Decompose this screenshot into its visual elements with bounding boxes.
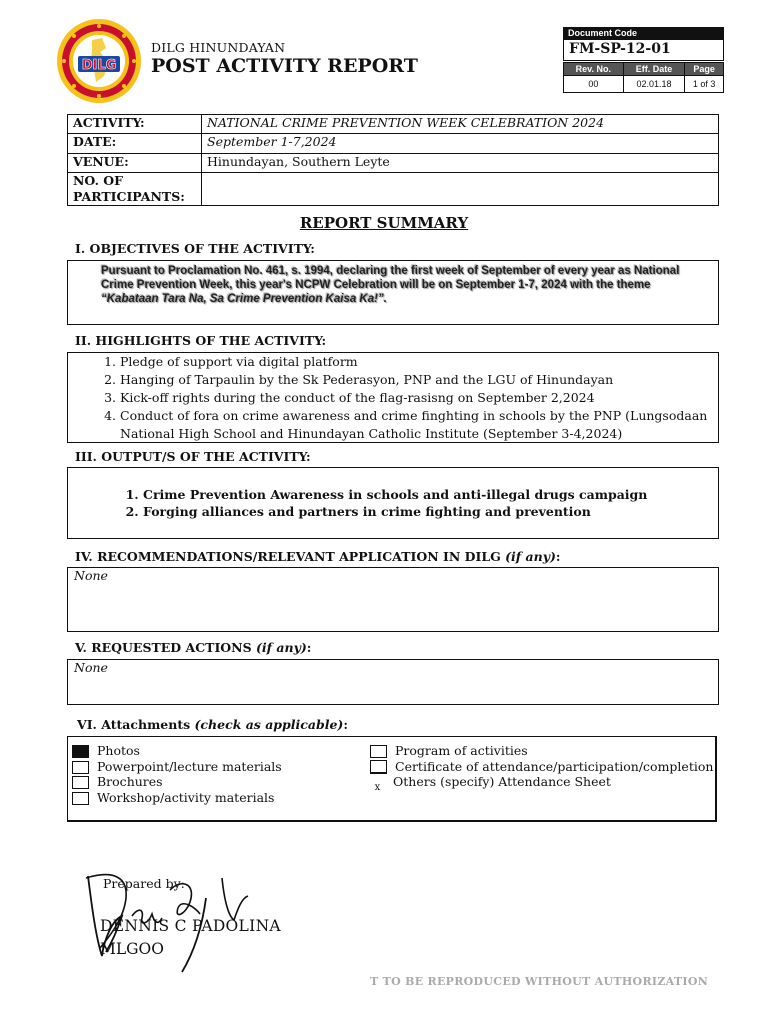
venue-value: Hinundayan, Southern Leyte: [202, 154, 719, 173]
date-value: September 1-7,2024: [202, 134, 719, 154]
checkbox-icon[interactable]: [370, 745, 387, 758]
document-code-label: Document Code: [563, 27, 724, 40]
report-title: POST ACTIVITY REPORT: [151, 55, 418, 77]
checkbox-x-mark[interactable]: x: [374, 782, 381, 793]
attachment-label: Powerpoint/lecture materials: [97, 759, 282, 774]
attachment-workshop[interactable]: [72, 790, 274, 806]
attachment-label: Others (specify) Attendance Sheet: [393, 774, 611, 789]
attachments-heading-end: :: [343, 717, 348, 732]
recommendations-box: [67, 567, 719, 632]
highlights-list: [68, 353, 718, 443]
rev-no-header: Rev. No.: [564, 63, 624, 76]
attachment-brochures[interactable]: [72, 774, 163, 790]
checkbox-icon[interactable]: [370, 760, 387, 774]
checkbox-checked-icon[interactable]: [72, 745, 89, 758]
attachments-heading-text: VI. Attachments: [77, 717, 195, 732]
revision-table: [563, 62, 724, 93]
prepared-by-label: Prepared by:: [103, 876, 185, 891]
requested-heading-italic: (if any): [256, 640, 307, 655]
attachment-label: Photos: [97, 743, 140, 758]
org-name: DILG HINUNDAYAN: [151, 40, 286, 55]
attachment-label: Program of activities: [395, 743, 528, 758]
page-header: Page: [685, 63, 724, 76]
signatory-position: MLGOO: [100, 940, 164, 958]
requested-actions-box: [67, 659, 719, 705]
recommendations-heading-end: :: [555, 549, 561, 564]
dilg-logo: [56, 18, 142, 104]
attachment-label: Certificate of attendance/participation/completion: [395, 759, 714, 774]
attachment-program[interactable]: [370, 743, 528, 759]
attachments-heading-italic: (check as applicable): [194, 717, 344, 732]
report-summary-heading: REPORT SUMMARY: [299, 214, 469, 232]
requested-heading-text: V. REQUESTED ACTIONS: [75, 640, 256, 655]
highlights-box: [67, 352, 719, 443]
attachment-photos[interactable]: [72, 743, 140, 759]
document-code: FM-SP-12-01: [563, 40, 724, 61]
date-label: DATE:: [68, 134, 202, 154]
requested-actions-value: None: [74, 660, 108, 675]
signatory-name: DENNIS C PADOLINA: [100, 917, 281, 935]
highlight-item: 2. Hanging of Tarpaulin by the Sk Pederasyon, PNP and the LGU of Hinundayan: [120, 371, 718, 389]
activity-value: NATIONAL CRIME PREVENTION WEEK CELEBRATION 2024: [202, 115, 719, 134]
attachments-box: [67, 736, 717, 822]
attachment-powerpoint[interactable]: [72, 759, 282, 775]
highlight-item: 1. Pledge of support via digital platform: [120, 353, 718, 371]
attachment-certificate[interactable]: [370, 759, 713, 775]
recommendations-heading-text: IV. RECOMMENDATIONS/RELEVANT APPLICATION IN DILG: [75, 549, 506, 564]
venue-label: VENUE:: [68, 154, 202, 173]
checkbox-icon[interactable]: [72, 761, 89, 774]
outputs-heading: III. OUTPUT/S OF THE ACTIVITY:: [75, 449, 311, 464]
recommendations-value: None: [74, 568, 108, 583]
activity-info-table: [67, 114, 719, 206]
recommendations-heading-italic: (if any): [505, 549, 556, 564]
checkbox-icon[interactable]: [72, 792, 89, 805]
eff-date-value: 02.01.18: [623, 76, 685, 93]
outputs-box: [67, 467, 719, 539]
rev-no-value: 00: [564, 76, 624, 93]
page-value: 1 of 3: [685, 76, 724, 93]
attachment-others[interactable]: [370, 774, 611, 793]
attachments-heading: [77, 717, 348, 732]
requested-heading-end: :: [306, 640, 312, 655]
highlights-heading: II. HIGHLIGHTS OF THE ACTIVITY:: [75, 333, 327, 348]
outputs-list: [68, 486, 718, 520]
participants-label: NO. OF PARTICIPANTS:: [68, 173, 202, 206]
eff-date-header: Eff. Date: [623, 63, 685, 76]
objectives-heading: I. OBJECTIVES OF THE ACTIVITY:: [75, 241, 315, 256]
checkbox-icon[interactable]: [72, 776, 89, 789]
output-item: 1. Crime Prevention Awareness in schools and anti-illegal drugs campaign: [143, 486, 718, 503]
objectives-theme: “Kabataan Tara Na, Sa Crime Prevention Kaisa Ka!”.: [101, 293, 387, 305]
document-code-box: [563, 27, 724, 61]
participants-value: [202, 173, 719, 206]
highlight-item: 3. Kick-off rights during the conduct of the flag-rasisng on September 2,2024: [120, 389, 718, 407]
recommendations-heading: [75, 549, 561, 564]
objectives-box: [67, 260, 719, 325]
activity-label: ACTIVITY:: [68, 115, 202, 134]
reproduction-notice: T TO BE REPRODUCED WITHOUT AUTHORIZATION: [370, 975, 709, 988]
logo-text: DILG: [81, 58, 117, 73]
output-item: 2. Forging alliances and partners in crime fighting and prevention: [143, 503, 718, 520]
objectives-text: Pursuant to Proclamation No. 461, s. 1994, declaring the first week of September of every year as National Crime Prevention Week, this year's NCPW Celebration will be on September 1-7, 2024 with the theme: [101, 265, 680, 291]
attachment-label: Workshop/activity materials: [97, 790, 275, 805]
requested-actions-heading: [75, 640, 311, 655]
attachment-label: Brochures: [97, 774, 163, 789]
highlight-item: 4. Conduct of fora on crime awareness and crime finghting in schools by the PNP (Lungsodaan National High School and Hinundayan Catholic Institute (September 3-4,2024): [120, 407, 718, 443]
